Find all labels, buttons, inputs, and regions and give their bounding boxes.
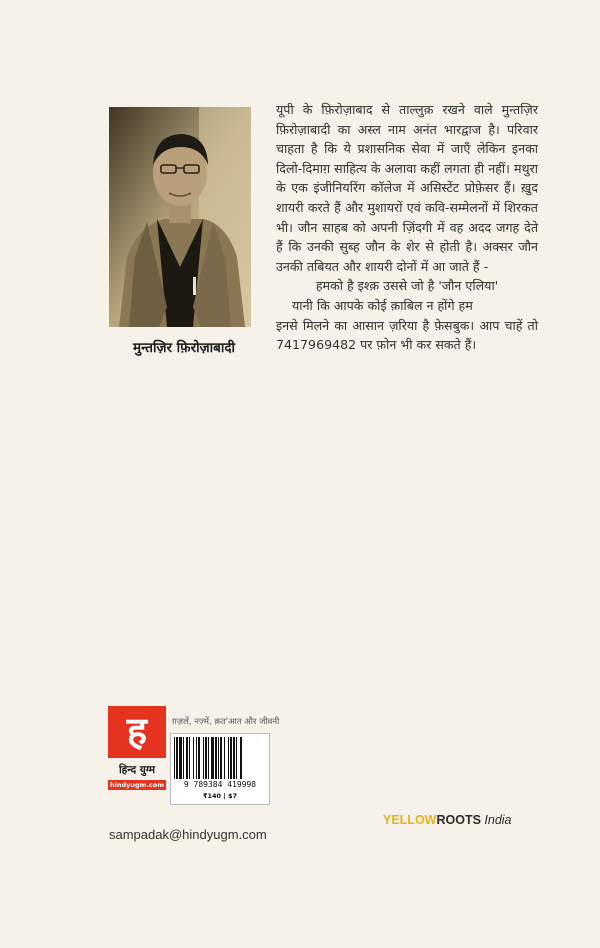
- barcode-bar: [196, 737, 197, 779]
- imprint-india: India: [480, 813, 512, 827]
- author-portrait-image: [109, 107, 251, 327]
- barcode-bar: [215, 737, 217, 779]
- barcode-bar: [198, 737, 200, 779]
- price-label: ₹140 | $7: [202, 792, 238, 800]
- barcode-bar: [205, 737, 207, 779]
- bio-poem-line-2: यानी कि आपके कोई क़ाबिल न होंगे हम: [292, 297, 473, 313]
- contact-email[interactable]: sampadak@hindyugm.com: [109, 827, 267, 842]
- imprint-yellow: YELLOW: [383, 813, 437, 827]
- barcode-bar: [220, 737, 222, 779]
- barcode-bar: [230, 737, 232, 779]
- barcode-bar: [179, 737, 182, 779]
- barcode-bar: [236, 737, 237, 779]
- barcode: [170, 733, 270, 805]
- series-label: ग़ज़लें, नज़्में, क़त'आत और जीवनी: [172, 717, 280, 727]
- logo-red-block: [108, 706, 166, 758]
- publisher-url: hindyugm.com: [110, 781, 164, 789]
- barcode-bar: [203, 737, 204, 779]
- bio-closing: इनसे मिलने का आसान ज़रिया है फ़ेसबुक। आप चाहें तो 7417969482 पर फ़ोन भी कर सकते हैं।: [276, 317, 538, 353]
- imprint-logo: [383, 813, 512, 827]
- isbn-number: 9 789384 419998: [183, 780, 257, 789]
- author-name-caption: मुन्तज़िर फ़िरोज़ाबादी: [133, 340, 235, 356]
- barcode-bar: [240, 737, 242, 779]
- barcode-bar: [193, 737, 194, 779]
- barcode-bar: [218, 737, 219, 779]
- barcode-bar: [211, 737, 214, 779]
- author-bio: [276, 100, 538, 355]
- barcode-bar: [189, 737, 190, 779]
- imprint-roots: ROOTS: [436, 813, 481, 827]
- publisher-logo: [108, 706, 166, 795]
- author-photo: [109, 107, 251, 327]
- barcode-bars: [174, 737, 266, 779]
- publisher-name: हिन्द युग्म: [118, 764, 156, 776]
- barcode-bar: [186, 737, 188, 779]
- logo-glyph: ह: [126, 709, 148, 753]
- bio-paragraph: यूपी के फ़िरोज़ाबाद से ताल्लुक़ रखने वाले मुन्तज़िर फ़िरोज़ाबादी का अस्ल नाम अनंत भारद्वाज है। परिवार चाहता है कि ये प्रशासनिक सेवा में जाएँ लेकिन इनका दिलो-दिमाग़ साहित्य के अलावा कहीं लगता ही नहीं। मथुरा के एक इंजीनियरिंग कॉलेज में असिस्टेंट प्रोफ़ेसर हैं। ख़ुद शायरी करते हैं और मुशायरों एवं कवि-सम्मेलनों में शिरकत भी। जौन साहब को अपनी ज़िंदगी में वह अदद जगह देते हैं कि उनकी सुब्ह जौन के शेर से होती है। अक्सर जौन उनकी तबियत और शायरी दोनों में आ जाते हैं -: [276, 102, 538, 274]
- barcode-bar: [183, 737, 184, 779]
- barcode-bar: [208, 737, 209, 779]
- barcode-bar: [233, 737, 235, 779]
- bio-poem-line: हमको है इश्क़ उससे जो है 'जौन एलिया': [315, 278, 499, 294]
- barcode-bar: [174, 737, 175, 779]
- barcode-bar: [176, 737, 178, 779]
- barcode-bar: [228, 737, 229, 779]
- barcode-bar: [224, 737, 225, 779]
